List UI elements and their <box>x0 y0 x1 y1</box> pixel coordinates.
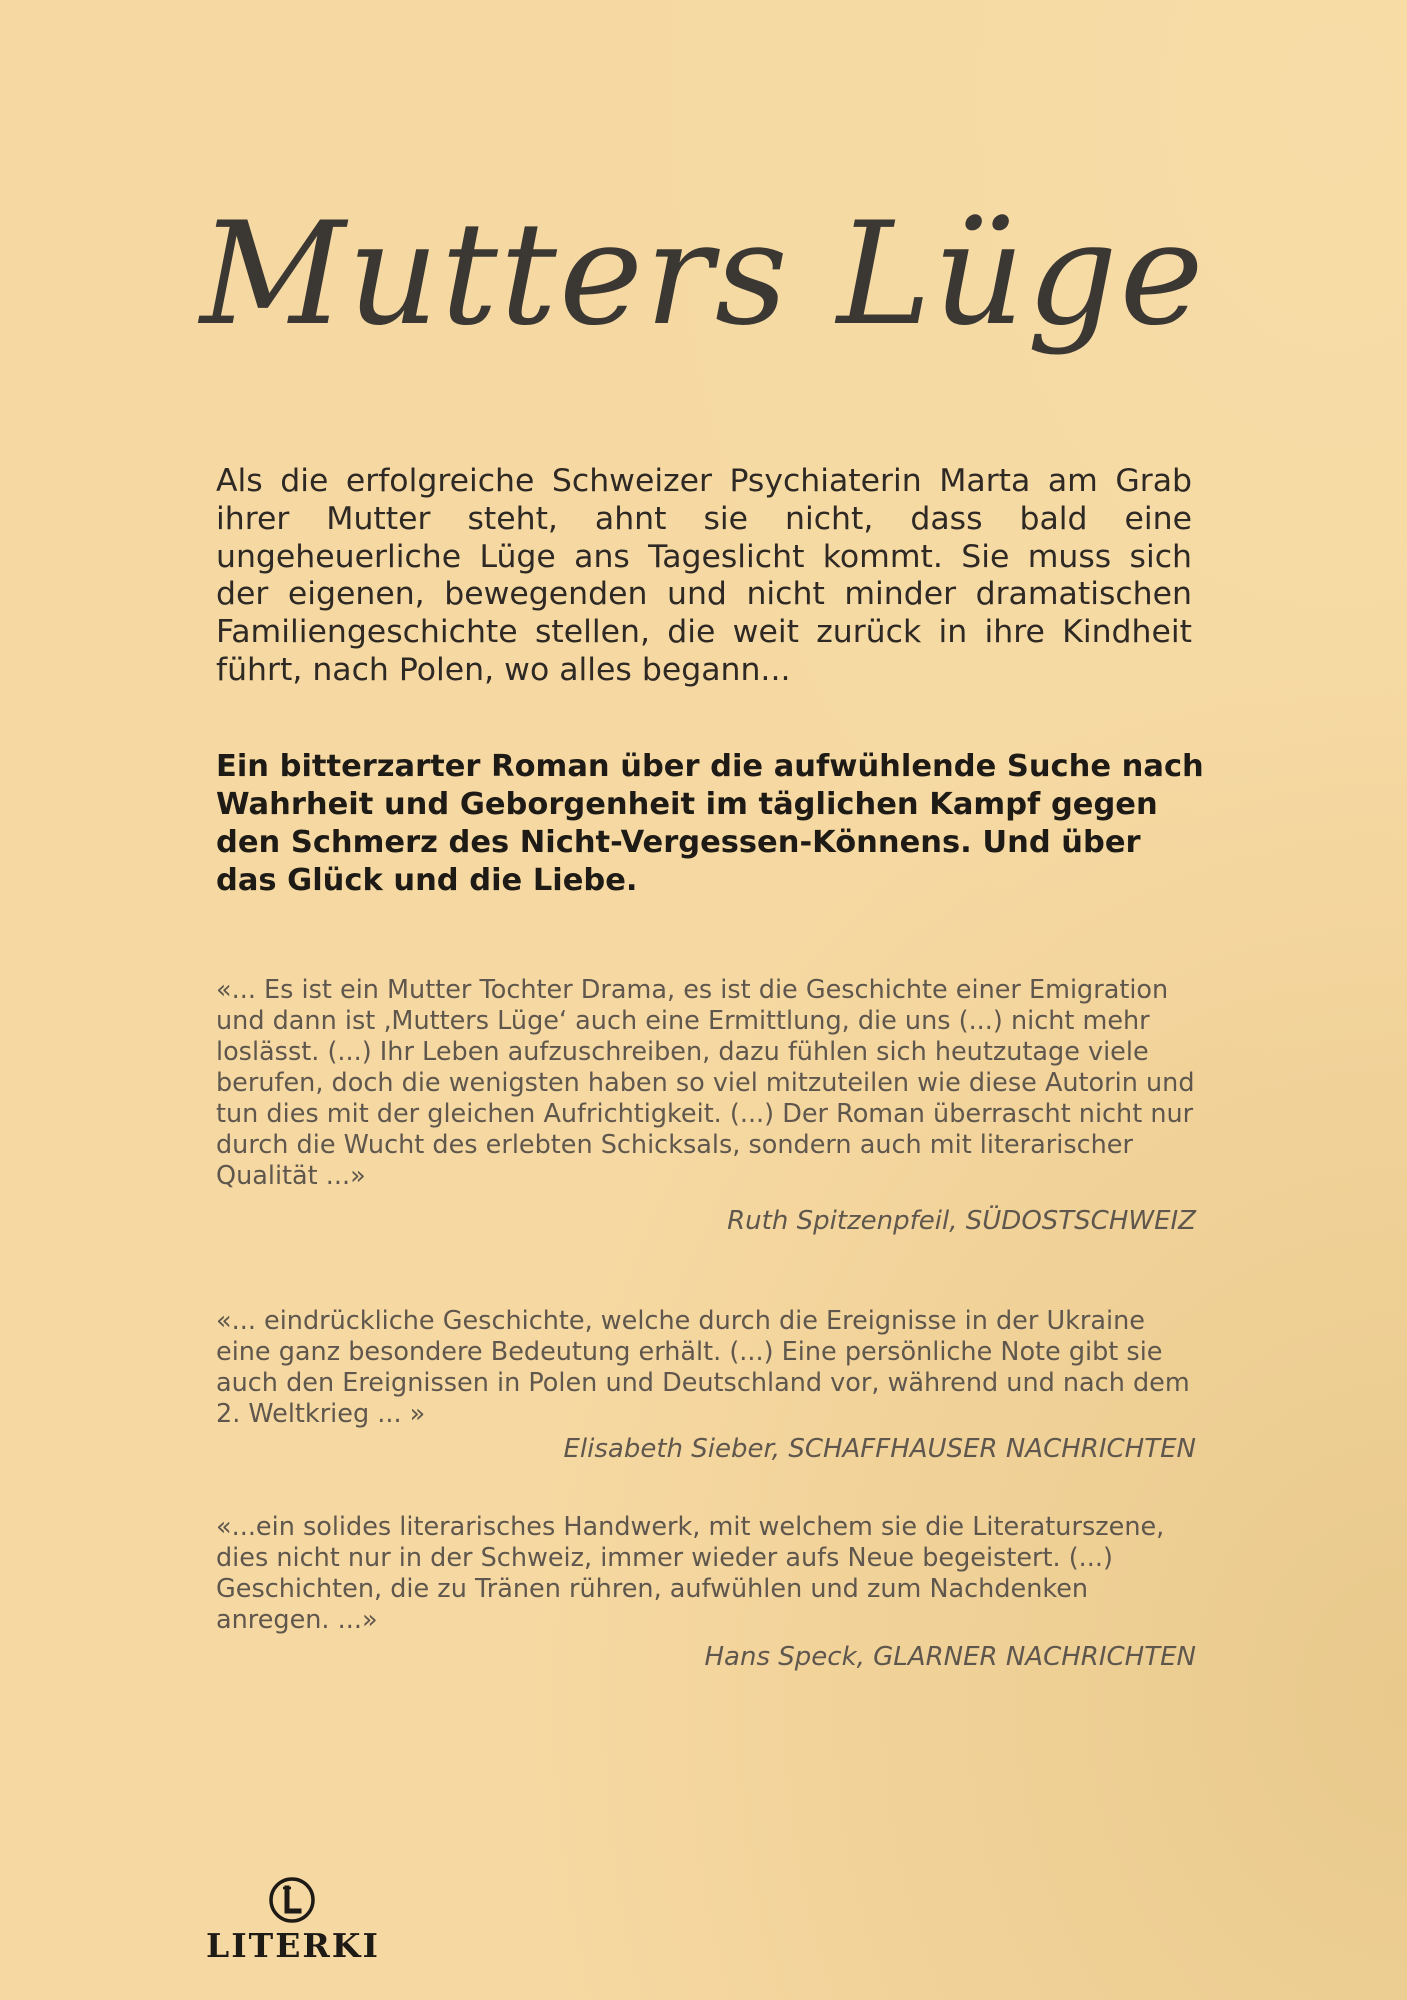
review-1 <box>216 975 1196 1237</box>
book-blurb: Als die erfolgreiche Schweizer Psychiaterin Marta am Grab ihrer Mutter steht, ahnt sie nicht, dass bald eine ungeheuerliche Lüge ans Tageslicht kommt. Sie muss sich der eigenen, bewegenden und nicht minder dramatischen Familiengeschichte stellen, die weit zurück in ihre Kindheit führt, nach Polen, wo alles begann... <box>216 463 1192 688</box>
book-title: Mutters Lüge <box>200 192 1206 357</box>
review-quote: «... eindrückliche Geschichte, welche durch die Ereignisse in der Ukraine eine ganz besondere Bedeutung erhält. (...) Eine persönliche Note gibt sie auch den Ereignissen in Polen und Deutschland vor, während und nach dem 2. Weltkrieg ... » <box>216 1306 1190 1429</box>
publisher-mark <box>206 1876 378 1966</box>
literki-logo-icon <box>268 1876 316 1924</box>
book-tagline: Ein bitterzarter Roman über die aufwühlende Suche nach Wahrheit und Geborgenheit im täglichen Kampf gegen den Schmerz des Nicht-Vergessen-Könnens. Und über das Glück und die Liebe. <box>216 749 1204 898</box>
review-source: Ruth Spitzenpfeil, SÜDOSTSCHWEIZ <box>727 1206 1196 1236</box>
review-2 <box>216 1306 1196 1465</box>
review-source: Elisabeth Sieber, SCHAFFHAUSER NACHRICHTEN <box>563 1434 1196 1464</box>
review-quote: «...ein solides literarisches Handwerk, mit welchem sie die Literaturszene, dies nicht nur in der Schweiz, immer wieder aufs Neue begeistert. (...) Geschichten, die zu Tränen rühren, aufwühlen und zum Nachdenken anregen. ...» <box>216 1512 1165 1635</box>
review-quote: «... Es ist ein Mutter Tochter Drama, es ist die Geschichte einer Emigration und dann ist ‚Mutters Lüge‘ auch eine Ermittlung, die uns (...) nicht mehr loslässt. (...) Ihr Leben aufzuschreiben, dazu fühlen sich heutzutage viele berufen, doch die wenigsten haben so viel mitzuteilen wie diese Autorin und tun dies mit der gleichen Aufrichtigkeit. (...) Der Roman überrascht nicht nur durch die Wucht des erlebten Schicksals, sondern auch mit literarischer Qualität ...» <box>216 975 1195 1191</box>
review-3 <box>216 1512 1196 1673</box>
review-source: Hans Speck, GLARNER NACHRICHTEN <box>704 1642 1196 1672</box>
publisher-name: LITERKI <box>206 1926 380 1965</box>
